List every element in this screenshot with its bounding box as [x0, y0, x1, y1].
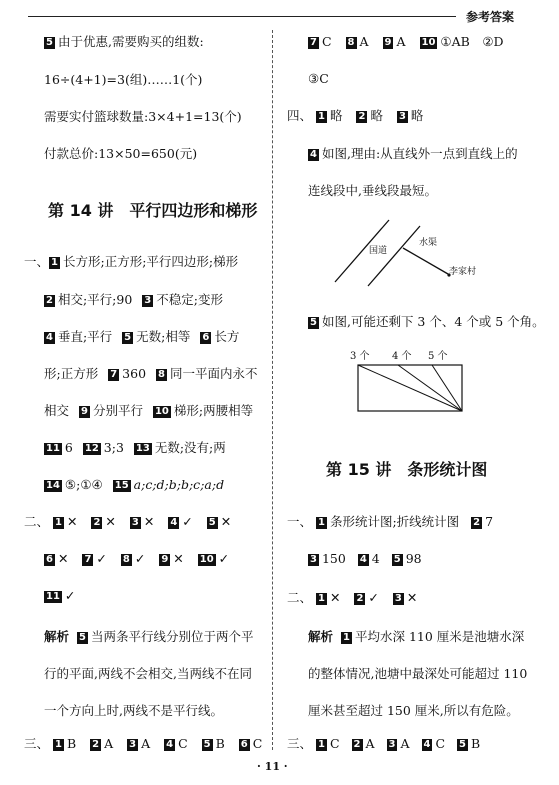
- header-rule: [28, 16, 456, 17]
- analysis-line-1: 解析 5 当两条平行线分别位于两个平: [44, 629, 254, 644]
- q5-line: 5 如图,可能还剩下 3 个、4 个或 5 个角。: [310, 314, 545, 329]
- page-number: · 11 ·: [257, 760, 288, 773]
- section-2-row-2: 6 ✕ 7 ✓ 8 ✓ 9 ✕ 10 ✓: [46, 551, 230, 566]
- column-divider: [272, 30, 273, 750]
- lesson-14-title: 第 14 讲 平行四边形和梯形: [48, 201, 258, 220]
- section-2-row-3: 11 ✓: [46, 588, 76, 603]
- perpendicular-line: [403, 248, 448, 274]
- section-1-row-3: 4 垂直;平行 5 无数;相等 6 长方: [46, 329, 240, 344]
- l15-analysis-line-2: 的整体情况,池塘中最深处可能超过 110: [308, 666, 528, 681]
- road-label: 国道: [369, 246, 388, 256]
- section-1-row-1: 一、 1 长方形;正方形;平行四边形;梯形: [24, 254, 239, 269]
- right-row-1: 7 C 8 A 9 A 10 ①AB ②D: [310, 34, 504, 49]
- l15-analysis-line-3: 厘米甚至超过 150 厘米,所以有危险。: [308, 703, 519, 718]
- section-2-row-1: 二、 1 ✕ 2 ✕ 3 ✕ 4 ✓ 5 ✕: [24, 514, 232, 529]
- section-1-row-2: 2 相交;平行;90 3 不稳定;变形: [46, 292, 223, 307]
- l15-analysis-line-1: 解析 1 平均水深 110 厘米是池塘水深: [308, 629, 525, 644]
- village-label: 李家村: [449, 267, 477, 277]
- analysis-line-3: 一个方向上时,两线不是平行线。: [44, 703, 223, 718]
- label-3: 3 个: [350, 351, 370, 362]
- question-number: 5: [46, 37, 53, 48]
- section-1-row-5: 相交 9 分别平行 10 梯形;两腰相等: [44, 403, 254, 418]
- lesson-15-title: 第 15 讲 条形统计图: [326, 460, 488, 479]
- l15-section-3-row: 三、 1 C 2 A 3 A 4 C 5 B: [287, 736, 481, 751]
- cut-line-1: [358, 365, 462, 411]
- section-1-row-4: 形;正方形 7 360 8 同一平面内永不: [44, 366, 258, 381]
- l15-section-1-row-2: 3 150 4 4 5 98: [310, 551, 422, 566]
- q4-line-2: 连线段中,垂线段最短。: [308, 183, 437, 198]
- cut-line-2: [398, 365, 462, 411]
- analysis-line-2: 行的平面,两线不会相交,当两线不在同: [44, 666, 252, 681]
- road-figure: [325, 212, 505, 290]
- l15-section-1-row-1: 一、 1 条形统计图;折线统计图 2 7: [287, 514, 494, 529]
- canal-label: 水渠: [419, 238, 438, 248]
- line-total-price: 付款总价:13×50=650(元): [44, 146, 198, 161]
- section-1-row-7: 14 ⑤;①④ 15 a;c;d;b;b;c;a;d: [46, 477, 225, 492]
- rectangle-figure: [340, 343, 470, 415]
- label-4: 4 个: [392, 351, 412, 362]
- label-5: 5 个: [428, 351, 448, 362]
- l15-section-2-row: 二、 1 ✕ 2 ✓ 3 ✕: [287, 590, 418, 605]
- section-1-row-6: 11 6 12 3;3 13 无数;没有;两: [46, 440, 226, 455]
- section-3-row: 三、 1 B 2 A 3 A 4 C 5 B 6 C: [24, 736, 263, 751]
- header-title: 参考答案: [466, 10, 515, 24]
- right-row-2: ③C: [308, 71, 329, 86]
- line-purchase-groups: 5 由于优惠,需要购买的组数:: [46, 34, 204, 49]
- line-division: 16÷(4+1)=3(组)……1(个): [44, 72, 203, 87]
- q4-line-1: 4 如图,理由:从直线外一点到直线上的: [310, 146, 518, 161]
- section-4-row: 四、 1 略 2 略 3 略: [287, 108, 424, 123]
- line-quantity: 需要实付篮球数量:3×4+1=13(个): [44, 109, 242, 124]
